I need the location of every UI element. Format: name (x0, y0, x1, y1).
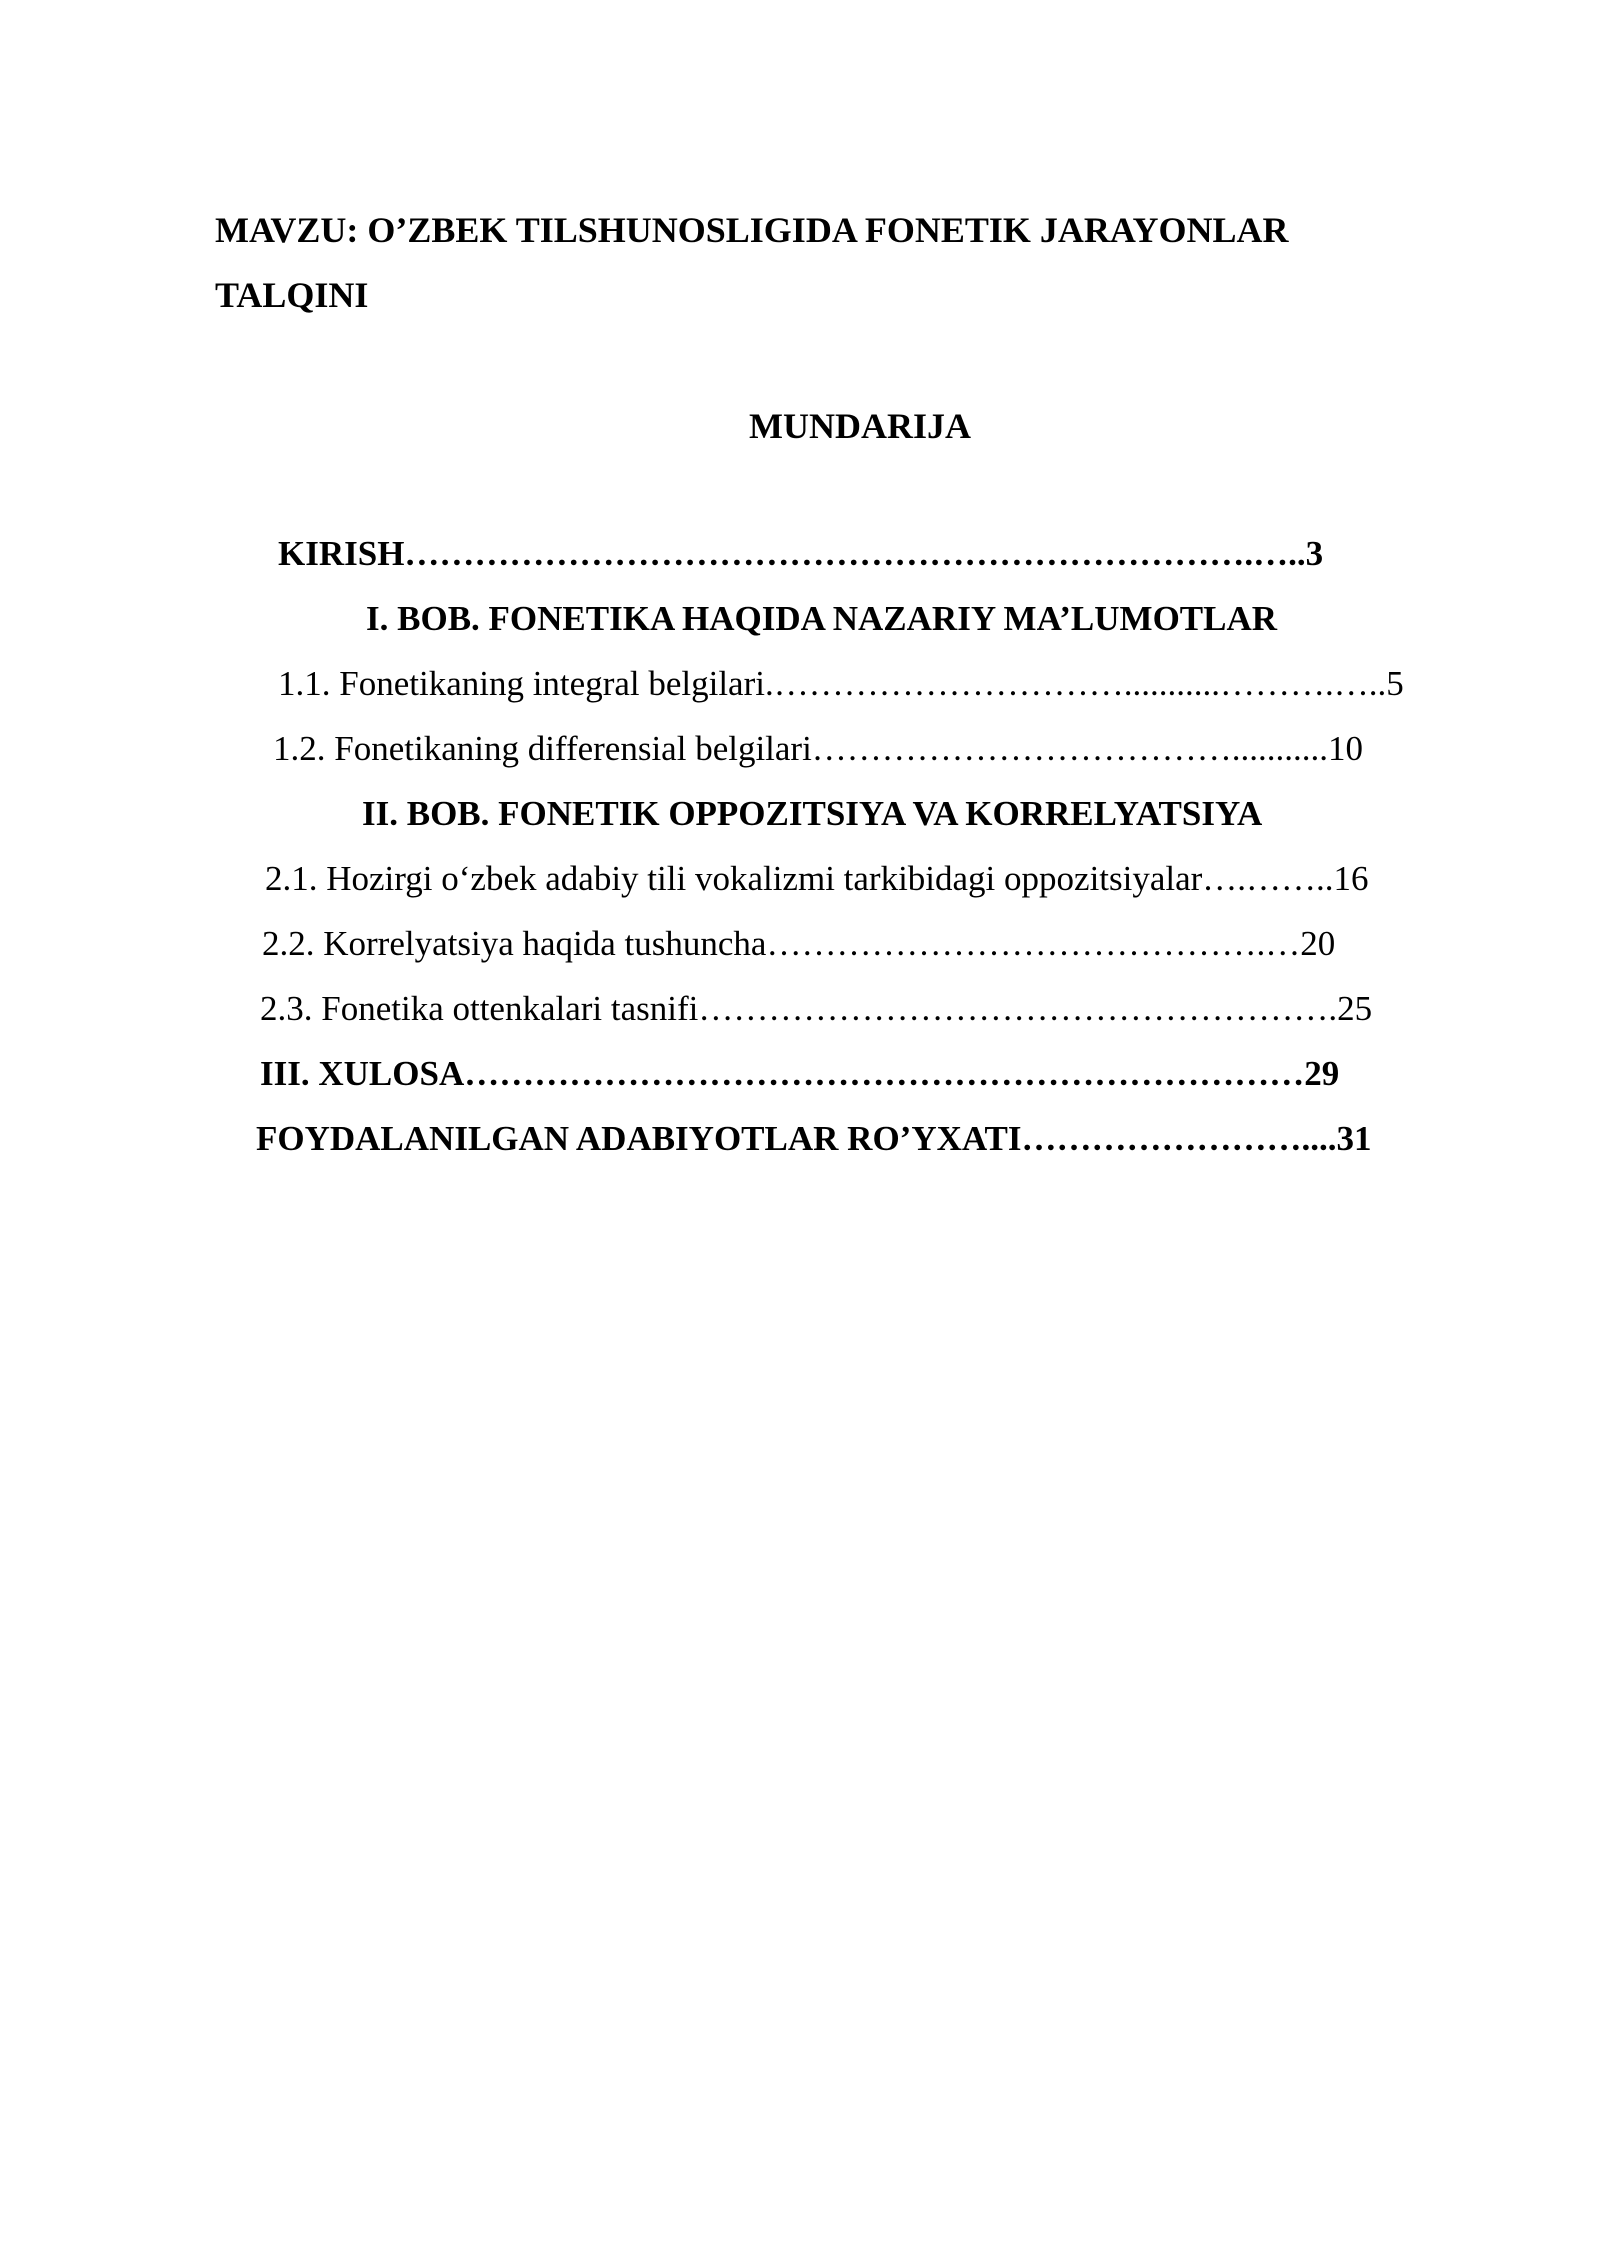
toc-entry-introduction: KIRISH……………………………………………………………….…..3 (278, 534, 1324, 573)
toc-entry-1-2: 1.2. Fonetikaning differensial belgilari………………………………...........10 (273, 729, 1364, 768)
toc-title: MUNDARIJA (749, 406, 971, 446)
toc-entry-2-3: 2.3. Fonetika ottenkalari tasnifi……………………………………………….25 (260, 989, 1373, 1028)
toc-entry-conclusion: III. XULOSA………………………………………………………………29 (260, 1054, 1340, 1093)
toc-entry-2-1: 2.1. Hozirgi o‘zbek adabiy tili vokalizmi tarkibidagi oppozitsiyalar….……..16 (265, 859, 1369, 898)
toc-chapter-1: I. BOB. FONETIKA HAQIDA NAZARIY MA’LUMOTLAR (366, 599, 1278, 638)
toc-chapter-2: II. BOB. FONETIK OPPOZITSIYA VA KORRELYATSIYA (362, 794, 1263, 833)
toc-entry-1-1: 1.1. Fonetikaning integral belgilari.…………………………...........……….…..5 (278, 664, 1404, 703)
document-topic: MAVZU: O’ZBEK TILSHUNOSLIGIDA FONETIK JARAYONLAR TALQINI (215, 210, 1289, 315)
toc-entry-2-2: 2.2. Korrelyatsiya haqida tushuncha…………………………………….…20 (262, 924, 1336, 963)
toc-entry-references: FOYDALANILGAN ADABIYOTLAR RO’YXATI……………………....31 (256, 1119, 1372, 1158)
